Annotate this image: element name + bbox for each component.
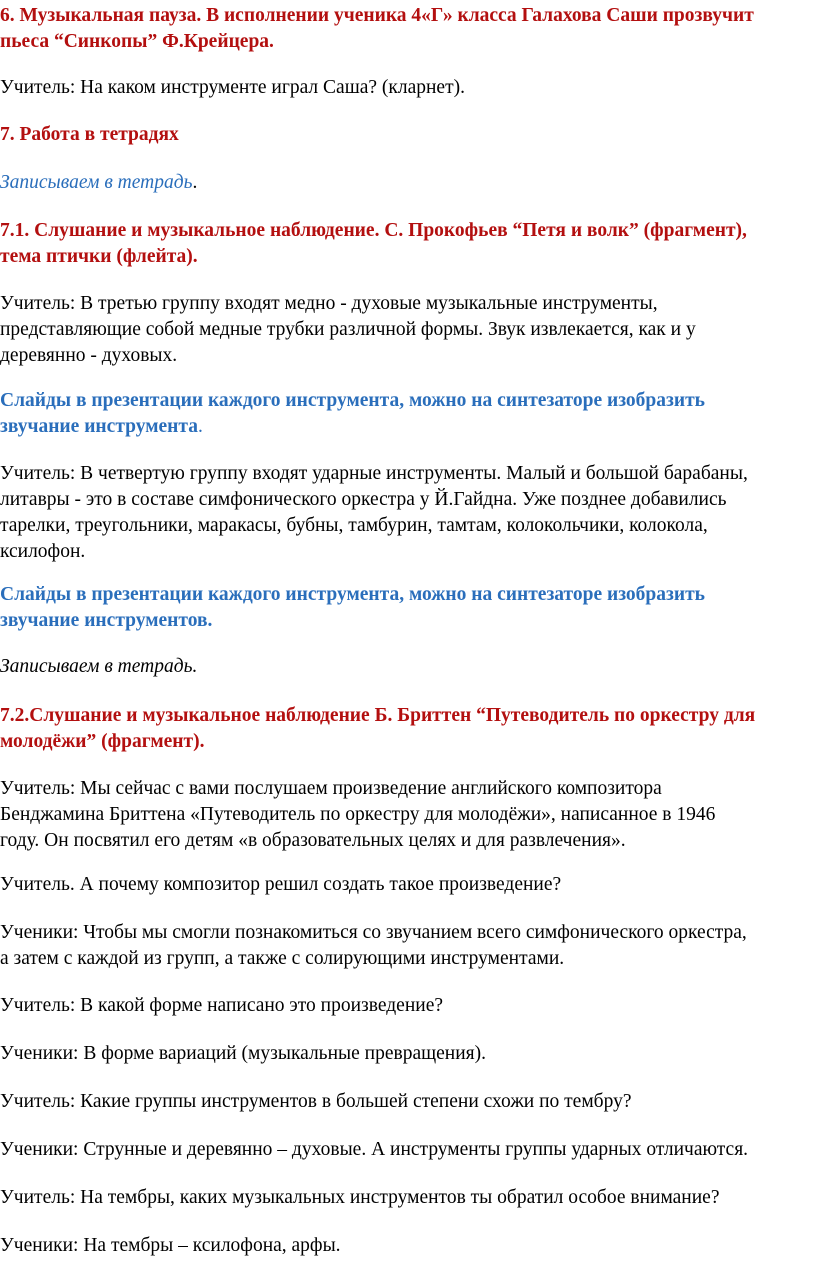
notebook-note: Записываем в тетрадь.	[0, 172, 198, 193]
students-answer-groups: Ученики: Струнные и деревянно – духовые. А инструменты группы ударных отличаются.	[0, 1139, 749, 1160]
teacher-percussion-paragraph: Учитель: В четвертую группу входят ударные инструменты. Малый и большой барабаны, литавры - это в составе симфонического оркестра у Й.Гайдна. Уже позднее добавились тарелки, треугольники, маракасы, бубны, тамбурин, тамтам, колокольчики, колокола, ксилофон.	[0, 463, 748, 562]
section-7-1-heading: 7.1. Слушание и музыкальное наблюдение. С. Прокофьев “Петя и волк” (фрагмент), тема птички (флейта).	[0, 220, 747, 267]
section-7-heading: 7. Работа в тетрадях	[0, 124, 179, 145]
teacher-question-why: Учитель. А почему композитор решил создать такое произведение?	[0, 874, 562, 895]
slides-note-instrument: Слайды в презентации каждого инструмента, можно на синтезаторе изобразить звучание инструмента.	[0, 390, 705, 437]
students-answer-why: Ученики: Чтобы мы смогли познакомиться со звучанием всего симфонического оркестра, а затем с каждой из групп, а также с солирующими инструментами.	[0, 922, 747, 969]
teacher-question-groups: Учитель: Какие группы инструментов в большей степени схожи по тембру?	[0, 1091, 632, 1112]
teacher-question-timbres: Учитель: На тембры, каких музыкальных инструментов ты обратил особое внимание?	[0, 1187, 720, 1208]
teacher-britten-paragraph: Учитель: Мы сейчас с вами послушаем произведение английского композитора Бенджамина Бриттена «Путеводитель по оркестру для молодёжи», написанное в 1946 году. Он посвятил его детям «в образовательных целях и для развлечения».	[0, 778, 716, 851]
students-answer-timbres: Ученики: На тембры – ксилофона, арфы.	[0, 1235, 341, 1256]
notebook-note-2: Записываем в тетрадь.	[0, 656, 198, 677]
section-6-heading: 6. Музыкальная пауза. В исполнении ученика 4«Г» класса Галахова Саши прозвучит пьеса “Синкопы” Ф.Крейцера.	[0, 5, 754, 52]
slides-note-instruments: Слайды в презентации каждого инструмента, можно на синтезаторе изобразить звучание инструментов.	[0, 584, 705, 631]
teacher-brass-paragraph: Учитель: В третью группу входят медно - духовые музыкальные инструменты, представляющие собой медные трубки различной формы. Звук извлекается, как и у деревянно - духовых.	[0, 293, 696, 366]
students-answer-form: Ученики: В форме вариаций (музыкальные превращения).	[0, 1043, 486, 1064]
teacher-question-clarinet: Учитель: На каком инструменте играл Саша? (кларнет).	[0, 77, 465, 98]
section-7-2-heading: 7.2.Слушание и музыкальное наблюдение Б. Бриттен “Путеводитель по оркестру для молодёжи” (фрагмент).	[0, 705, 756, 752]
teacher-question-form: Учитель: В какой форме написано это произведение?	[0, 995, 444, 1016]
